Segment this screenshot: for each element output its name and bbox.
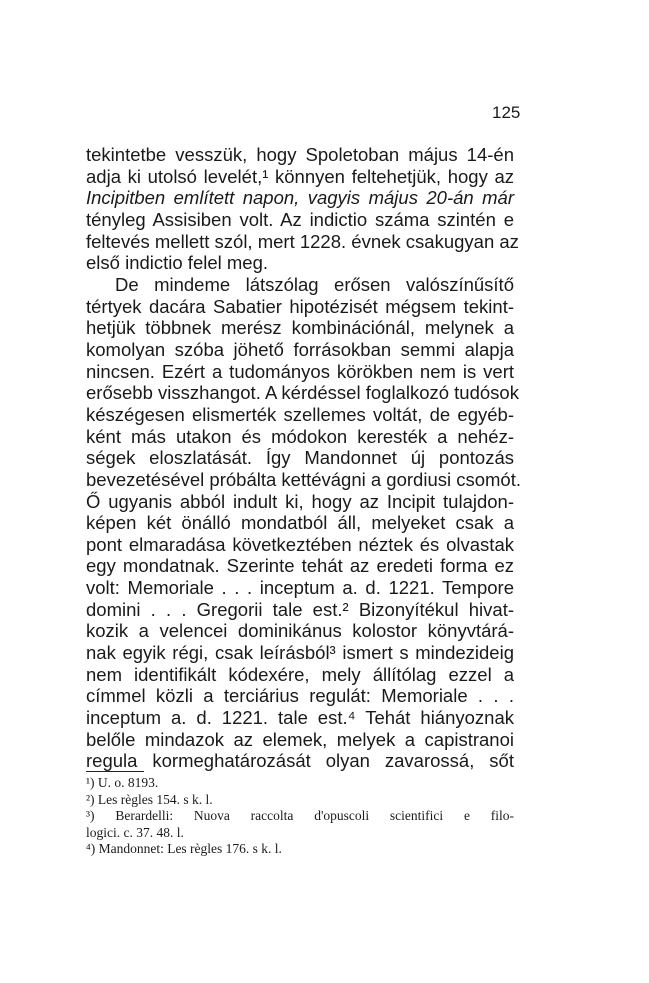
text-line: készégesen elismerték szellemes voltát, de egyéb- bbox=[86, 403, 514, 425]
main-text bbox=[86, 144, 522, 772]
text-line: címmel közli a terciárius regulát: Memoriale . . . bbox=[86, 685, 514, 707]
footnote: ²) Les règles 154. s k. l. bbox=[86, 791, 213, 807]
text-line: volt: Memoriale . . . inceptum a. d. 1221. Tempore bbox=[86, 577, 514, 599]
page-number: 125 bbox=[492, 103, 521, 122]
text-line: első indictio felel meg. bbox=[86, 252, 269, 274]
footnote-divider bbox=[86, 771, 144, 772]
footnote: ⁴) Mandonnet: Les règles 176. s k. l. bbox=[86, 841, 282, 856]
text-line: feltevés mellett szól, mert 1228. évnek csakugyan az bbox=[86, 230, 519, 252]
text-line: Incipitben említett napon, vagyis május 20-án már bbox=[86, 187, 514, 209]
text-line: tekintetbe vesszük, hogy Spoletoban május 14-én bbox=[86, 144, 514, 165]
text-line: tényleg Assisiben volt. Az indictio száma szintén e bbox=[86, 208, 514, 230]
footnotes bbox=[86, 775, 514, 858]
text-line: De mindeme látszólag erősen valószínűsítő bbox=[115, 273, 514, 295]
text-line: domini . . . Gregorii tale est.² Bizonyítékul hivat- bbox=[86, 598, 514, 620]
text-line: tértyek dacára Sabatier hipotézisét mégsem tekint- bbox=[86, 295, 514, 317]
text-line: pont elmaradása következtében néztek és olvastak bbox=[86, 533, 514, 555]
text-line: Ő ugyanis abból indult ki, hogy az Incipit tulajdon- bbox=[86, 490, 514, 512]
text-line: bevezetésével próbálta kettévágni a gordiusi csomót. bbox=[86, 468, 522, 490]
text-line: regula kormeghatározását olyan zavarossá, sőt bbox=[86, 750, 514, 772]
text-line: ként más utakon és módokon keresték a nehéz- bbox=[86, 425, 514, 447]
text-line: inceptum a. d. 1221. tale est.⁴ Tehát hiányoznak bbox=[86, 707, 514, 729]
footnote: ³) Berardelli: Nuova raccolta d'opuscoli scientifici e filo- bbox=[86, 808, 514, 823]
text-line: kozik a velencei dominikánus kolostor könyvtárá- bbox=[86, 620, 514, 642]
text-line: ségek eloszlatását. Így Mandonnet új pontozás bbox=[86, 447, 514, 469]
text-line: belőle mindazok az elemek, melyek a capistranoi bbox=[86, 728, 514, 750]
footnote: ¹) U. o. 8193. bbox=[86, 775, 159, 790]
text-line: egy mondatnak. Szerinte tehát az eredeti forma ez bbox=[86, 555, 514, 577]
footnote: logici. c. 37. 48. l. bbox=[86, 824, 184, 840]
text-line: komolyan szóba jöhető forrásokban semmi alapja bbox=[86, 338, 514, 360]
text-line: nincsen. Ezért a tudományos körökben nem is vert bbox=[86, 360, 514, 382]
text-line: adja ki utolsó levelét,¹ könnyen feltehetjük, hogy az bbox=[86, 165, 514, 187]
text-line: nak egyik régi, csak leírásból³ ismert s mindezideig bbox=[86, 642, 514, 664]
text-line: képen két önálló mondatból áll, melyeket csak a bbox=[86, 512, 514, 534]
text-line: nem identifikált kódexére, mely állítólag ezzel a bbox=[86, 663, 514, 685]
text-line: erősebb visszhangot. A kérdéssel foglalkozó tudósok bbox=[86, 382, 519, 404]
text-line: hetjük többnek merész kombinációnál, melynek a bbox=[86, 317, 514, 339]
